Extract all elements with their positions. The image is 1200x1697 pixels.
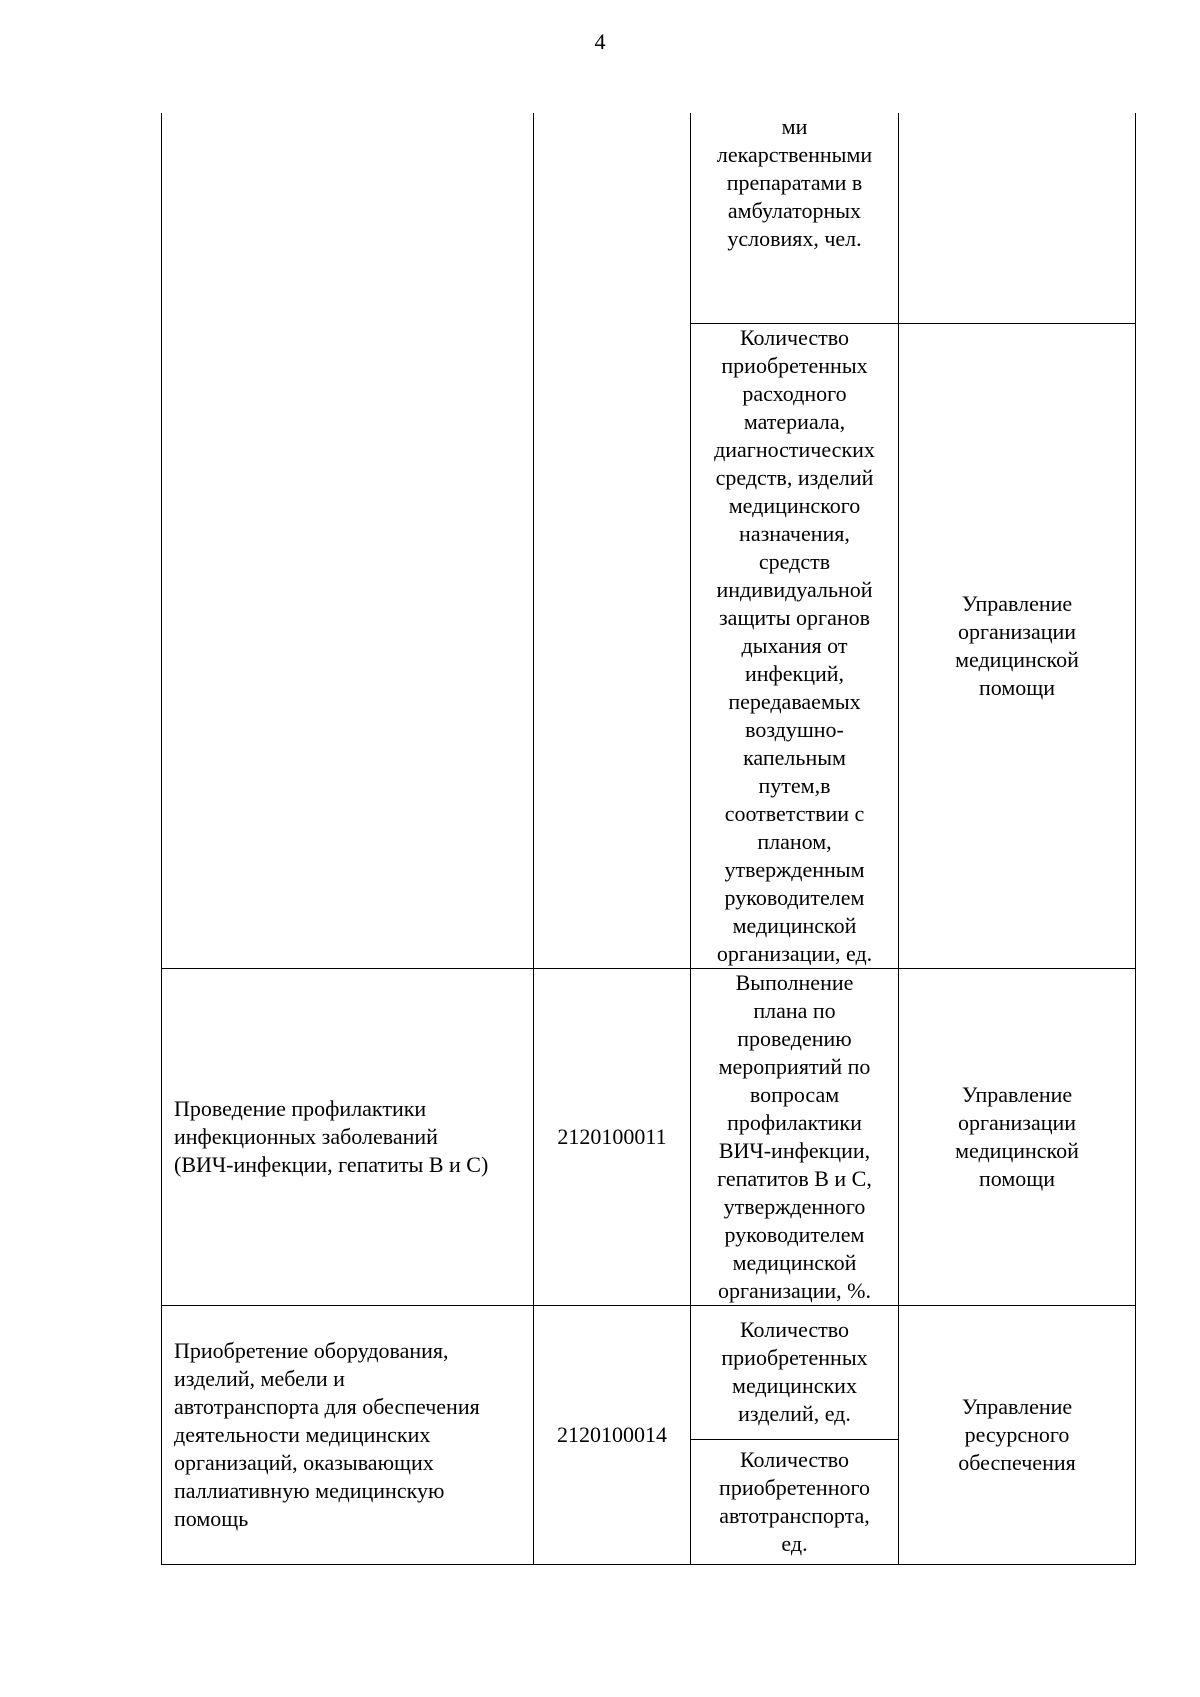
activity-code-text: 2120100011 bbox=[557, 1123, 667, 1149]
responsible-text: Управление организации медицинской помощи bbox=[955, 1081, 1079, 1191]
indicator-text: ми лекарственными препаратами в амбулаторных условиях, чел. bbox=[716, 114, 873, 251]
responsible-cell bbox=[899, 113, 1136, 323]
table-row-equipment bbox=[162, 1305, 1136, 1439]
indicator-text: Количество приобретенного автотранспорта, ед. bbox=[719, 1446, 870, 1556]
activity-code-cell bbox=[534, 968, 691, 1305]
activity-code-cell bbox=[534, 1305, 691, 1564]
activity-name-text: Приобретение оборудования, изделий, мебели и автотранспорта для обеспечения деятельности медицинских организаций, оказывающих паллиативную медицинскую помощь bbox=[174, 1337, 480, 1531]
indicator-text: Выполнение плана по проведению мероприятий по вопросам профилактики ВИЧ-инфекции, гепатитов В и С, утвержденного руководителем медицинской организации, %. bbox=[717, 969, 872, 1303]
responsible-text: Управление организации медицинской помощи bbox=[955, 590, 1079, 700]
indicator-cell bbox=[691, 1305, 899, 1439]
indicator-cell bbox=[691, 113, 899, 323]
indicator-cell bbox=[691, 323, 899, 968]
table-row-prophylaxis bbox=[162, 968, 1136, 1305]
indicator-text: Количество приобретенных медицинских изделий, ед. bbox=[721, 1317, 868, 1426]
indicator-text: Количество приобретенных расходного материала, диагностических средств, изделий медицинского назначения, средств индивидуальной защиты органов дыхания от инфекций, передаваемых воздушно- капельным путем,в соответствии с планом, утвержденным руководителем медицинской организации, ед. bbox=[714, 324, 875, 966]
activity-name-text: Проведение профилактики инфекционных заболеваний (ВИЧ-инфекции, гепатиты В и С) bbox=[174, 1095, 489, 1177]
activity-code-cell bbox=[534, 113, 691, 968]
responsible-text: Управление ресурсного обеспечения bbox=[958, 1393, 1076, 1475]
page-number: 4 bbox=[594, 29, 606, 54]
responsible-cell bbox=[899, 1305, 1136, 1564]
indicator-cell bbox=[691, 968, 899, 1305]
activity-name-cell bbox=[162, 968, 534, 1305]
activity-name-cell bbox=[162, 1305, 534, 1564]
responsible-cell bbox=[899, 323, 1136, 968]
responsible-cell bbox=[899, 968, 1136, 1305]
indicator-cell bbox=[691, 1439, 899, 1564]
activity-code-text: 2120100014 bbox=[557, 1421, 667, 1447]
table-row-continuation-1 bbox=[162, 113, 1136, 323]
activity-name-cell bbox=[162, 113, 534, 968]
program-table bbox=[161, 113, 1136, 1565]
